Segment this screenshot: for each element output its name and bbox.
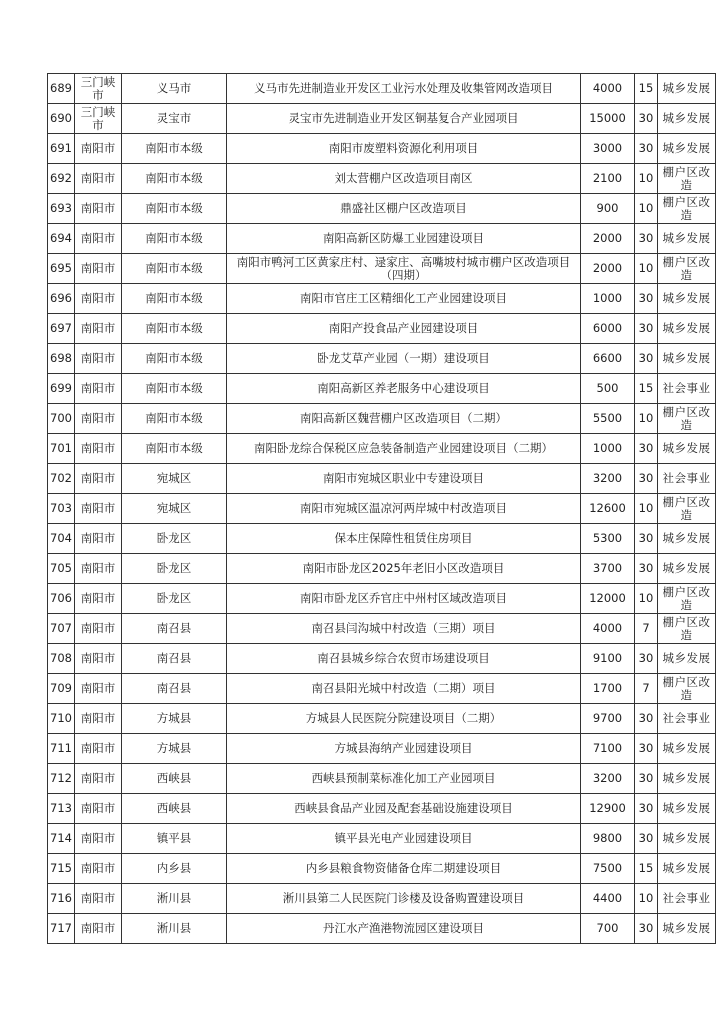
table-row xyxy=(48,164,716,194)
investment-cell: 7100 xyxy=(581,734,635,764)
table-row xyxy=(48,704,716,734)
term-cell: 15 xyxy=(635,374,658,404)
term-cell: 7 xyxy=(635,674,658,704)
city-cell: 南阳市 xyxy=(75,884,122,914)
project-type-cell: 棚户区改造 xyxy=(658,494,716,524)
project-name-cell: 南召县城乡综合农贸市场建设项目 xyxy=(227,644,581,674)
county-cell: 淅川县 xyxy=(122,914,227,944)
city-cell: 南阳市 xyxy=(75,584,122,614)
investment-cell: 700 xyxy=(581,914,635,944)
county-cell: 南阳市本级 xyxy=(122,314,227,344)
project-type-cell: 城乡发展 xyxy=(658,764,716,794)
investment-cell: 3000 xyxy=(581,134,635,164)
investment-cell: 3700 xyxy=(581,554,635,584)
city-cell: 南阳市 xyxy=(75,284,122,314)
city-cell: 南阳市 xyxy=(75,434,122,464)
term-cell: 30 xyxy=(635,914,658,944)
row-number-cell: 695 xyxy=(48,254,75,284)
city-cell: 南阳市 xyxy=(75,614,122,644)
city-cell: 南阳市 xyxy=(75,674,122,704)
term-cell: 30 xyxy=(635,314,658,344)
term-cell: 15 xyxy=(635,74,658,104)
table-row xyxy=(48,554,716,584)
term-cell: 30 xyxy=(635,464,658,494)
city-cell: 南阳市 xyxy=(75,914,122,944)
term-cell: 30 xyxy=(635,794,658,824)
project-type-cell: 棚户区改造 xyxy=(658,614,716,644)
investment-cell: 3200 xyxy=(581,464,635,494)
project-type-cell: 社会事业 xyxy=(658,884,716,914)
investment-cell: 2100 xyxy=(581,164,635,194)
project-name-cell: 方城县海纳产业园建设项目 xyxy=(227,734,581,764)
county-cell: 南召县 xyxy=(122,644,227,674)
project-type-cell: 城乡发展 xyxy=(658,914,716,944)
project-name-cell: 南阳卧龙综合保税区应急装备制造产业园建设项目（二期） xyxy=(227,434,581,464)
city-cell: 南阳市 xyxy=(75,554,122,584)
row-number-cell: 709 xyxy=(48,674,75,704)
project-table xyxy=(47,73,716,944)
investment-cell: 4400 xyxy=(581,884,635,914)
project-name-cell: 方城县人民医院分院建设项目（二期） xyxy=(227,704,581,734)
term-cell: 30 xyxy=(635,644,658,674)
row-number-cell: 711 xyxy=(48,734,75,764)
row-number-cell: 716 xyxy=(48,884,75,914)
project-type-cell: 城乡发展 xyxy=(658,344,716,374)
city-cell: 南阳市 xyxy=(75,254,122,284)
city-cell: 南阳市 xyxy=(75,494,122,524)
investment-cell: 12900 xyxy=(581,794,635,824)
investment-cell: 9800 xyxy=(581,824,635,854)
term-cell: 10 xyxy=(635,884,658,914)
row-number-cell: 698 xyxy=(48,344,75,374)
row-number-cell: 699 xyxy=(48,374,75,404)
table-row xyxy=(48,794,716,824)
project-type-cell: 城乡发展 xyxy=(658,854,716,884)
project-name-cell: 内乡县粮食物资储备仓库二期建设项目 xyxy=(227,854,581,884)
table-row xyxy=(48,914,716,944)
project-name-cell: 丹江水产渔港物流园区建设项目 xyxy=(227,914,581,944)
table-row xyxy=(48,344,716,374)
project-name-cell: 南阳高新区魏营棚户区改造项目（二期） xyxy=(227,404,581,434)
project-type-cell: 社会事业 xyxy=(658,704,716,734)
city-cell: 南阳市 xyxy=(75,794,122,824)
term-cell: 30 xyxy=(635,134,658,164)
project-type-cell: 社会事业 xyxy=(658,464,716,494)
county-cell: 宛城区 xyxy=(122,464,227,494)
city-cell: 南阳市 xyxy=(75,224,122,254)
term-cell: 15 xyxy=(635,854,658,884)
row-number-cell: 693 xyxy=(48,194,75,224)
county-cell: 灵宝市 xyxy=(122,104,227,134)
project-name-cell: 南召县闫沟城中村改造（三期）项目 xyxy=(227,614,581,644)
investment-cell: 4000 xyxy=(581,614,635,644)
table-row xyxy=(48,134,716,164)
project-name-cell: 南阳市卧龙区乔官庄中州村区域改造项目 xyxy=(227,584,581,614)
county-cell: 内乡县 xyxy=(122,854,227,884)
city-cell: 南阳市 xyxy=(75,134,122,164)
project-name-cell: 义马市先进制造业开发区工业污水处理及收集管网改造项目 xyxy=(227,74,581,104)
project-name-cell: 南阳市宛城区温凉河两岸城中村改造项目 xyxy=(227,494,581,524)
project-name-cell: 保本庄保障性租赁住房项目 xyxy=(227,524,581,554)
city-cell: 三门峡市 xyxy=(75,74,122,104)
city-cell: 南阳市 xyxy=(75,854,122,884)
project-name-cell: 南阳市官庄工区精细化工产业园建设项目 xyxy=(227,284,581,314)
table-row xyxy=(48,764,716,794)
term-cell: 30 xyxy=(635,824,658,854)
table-body xyxy=(48,74,716,944)
city-cell: 南阳市 xyxy=(75,824,122,854)
row-number-cell: 694 xyxy=(48,224,75,254)
county-cell: 西峡县 xyxy=(122,794,227,824)
term-cell: 30 xyxy=(635,104,658,134)
project-type-cell: 棚户区改造 xyxy=(658,584,716,614)
project-type-cell: 城乡发展 xyxy=(658,794,716,824)
row-number-cell: 690 xyxy=(48,104,75,134)
project-type-cell: 棚户区改造 xyxy=(658,254,716,284)
county-cell: 南阳市本级 xyxy=(122,224,227,254)
term-cell: 30 xyxy=(635,704,658,734)
project-type-cell: 城乡发展 xyxy=(658,554,716,584)
project-type-cell: 城乡发展 xyxy=(658,104,716,134)
table-row xyxy=(48,194,716,224)
table-row xyxy=(48,644,716,674)
project-name-cell: 南阳市宛城区职业中专建设项目 xyxy=(227,464,581,494)
project-type-cell: 社会事业 xyxy=(658,374,716,404)
project-type-cell: 城乡发展 xyxy=(658,824,716,854)
table-row xyxy=(48,464,716,494)
row-number-cell: 689 xyxy=(48,74,75,104)
term-cell: 10 xyxy=(635,404,658,434)
project-name-cell: 西峡县预制菜标准化加工产业园项目 xyxy=(227,764,581,794)
row-number-cell: 707 xyxy=(48,614,75,644)
county-cell: 淅川县 xyxy=(122,884,227,914)
project-type-cell: 棚户区改造 xyxy=(658,164,716,194)
term-cell: 30 xyxy=(635,524,658,554)
investment-cell: 12000 xyxy=(581,584,635,614)
city-cell: 南阳市 xyxy=(75,164,122,194)
county-cell: 方城县 xyxy=(122,704,227,734)
table-row xyxy=(48,524,716,554)
project-name-cell: 鼎盛社区棚户区改造项目 xyxy=(227,194,581,224)
city-cell: 南阳市 xyxy=(75,524,122,554)
investment-cell: 6000 xyxy=(581,314,635,344)
investment-cell: 7500 xyxy=(581,854,635,884)
row-number-cell: 708 xyxy=(48,644,75,674)
row-number-cell: 691 xyxy=(48,134,75,164)
table-row xyxy=(48,884,716,914)
investment-cell: 2000 xyxy=(581,224,635,254)
table-row xyxy=(48,224,716,254)
county-cell: 南阳市本级 xyxy=(122,284,227,314)
project-name-cell: 南阳市卧龙区2025年老旧小区改造项目 xyxy=(227,554,581,584)
county-cell: 南阳市本级 xyxy=(122,254,227,284)
project-type-cell: 城乡发展 xyxy=(658,74,716,104)
row-number-cell: 692 xyxy=(48,164,75,194)
investment-cell: 1000 xyxy=(581,284,635,314)
row-number-cell: 717 xyxy=(48,914,75,944)
investment-cell: 2000 xyxy=(581,254,635,284)
investment-cell: 6600 xyxy=(581,344,635,374)
table-row xyxy=(48,494,716,524)
investment-cell: 12600 xyxy=(581,494,635,524)
row-number-cell: 712 xyxy=(48,764,75,794)
row-number-cell: 715 xyxy=(48,854,75,884)
county-cell: 方城县 xyxy=(122,734,227,764)
county-cell: 南阳市本级 xyxy=(122,434,227,464)
table-row xyxy=(48,284,716,314)
project-type-cell: 城乡发展 xyxy=(658,224,716,254)
county-cell: 西峡县 xyxy=(122,764,227,794)
table-row xyxy=(48,314,716,344)
city-cell: 南阳市 xyxy=(75,704,122,734)
term-cell: 10 xyxy=(635,254,658,284)
investment-cell: 1700 xyxy=(581,674,635,704)
investment-cell: 15000 xyxy=(581,104,635,134)
city-cell: 南阳市 xyxy=(75,404,122,434)
term-cell: 7 xyxy=(635,614,658,644)
county-cell: 南阳市本级 xyxy=(122,194,227,224)
project-type-cell: 城乡发展 xyxy=(658,434,716,464)
investment-cell: 500 xyxy=(581,374,635,404)
county-cell: 宛城区 xyxy=(122,494,227,524)
table-row xyxy=(48,584,716,614)
city-cell: 南阳市 xyxy=(75,314,122,344)
project-name-cell: 南阳市废塑料资源化利用项目 xyxy=(227,134,581,164)
project-type-cell: 棚户区改造 xyxy=(658,194,716,224)
project-type-cell: 城乡发展 xyxy=(658,314,716,344)
project-name-cell: 镇平县光电产业园建设项目 xyxy=(227,824,581,854)
row-number-cell: 706 xyxy=(48,584,75,614)
project-name-cell: 南阳高新区养老服务中心建设项目 xyxy=(227,374,581,404)
row-number-cell: 713 xyxy=(48,794,75,824)
project-type-cell: 城乡发展 xyxy=(658,734,716,764)
term-cell: 30 xyxy=(635,734,658,764)
project-name-cell: 刘太营棚户区改造项目南区 xyxy=(227,164,581,194)
county-cell: 义马市 xyxy=(122,74,227,104)
county-cell: 卧龙区 xyxy=(122,524,227,554)
table-row xyxy=(48,254,716,284)
investment-cell: 4000 xyxy=(581,74,635,104)
county-cell: 卧龙区 xyxy=(122,554,227,584)
row-number-cell: 701 xyxy=(48,434,75,464)
row-number-cell: 710 xyxy=(48,704,75,734)
city-cell: 三门峡市 xyxy=(75,104,122,134)
investment-cell: 5300 xyxy=(581,524,635,554)
county-cell: 南阳市本级 xyxy=(122,344,227,374)
city-cell: 南阳市 xyxy=(75,194,122,224)
project-type-cell: 棚户区改造 xyxy=(658,404,716,434)
term-cell: 10 xyxy=(635,584,658,614)
table-row xyxy=(48,824,716,854)
county-cell: 南阳市本级 xyxy=(122,164,227,194)
city-cell: 南阳市 xyxy=(75,464,122,494)
term-cell: 30 xyxy=(635,284,658,314)
table-row xyxy=(48,674,716,704)
project-type-cell: 城乡发展 xyxy=(658,524,716,554)
term-cell: 10 xyxy=(635,194,658,224)
row-number-cell: 705 xyxy=(48,554,75,584)
project-name-cell: 卧龙艾草产业园（一期）建设项目 xyxy=(227,344,581,374)
row-number-cell: 704 xyxy=(48,524,75,554)
county-cell: 南阳市本级 xyxy=(122,404,227,434)
row-number-cell: 696 xyxy=(48,284,75,314)
project-type-cell: 城乡发展 xyxy=(658,284,716,314)
row-number-cell: 703 xyxy=(48,494,75,524)
city-cell: 南阳市 xyxy=(75,344,122,374)
county-cell: 南召县 xyxy=(122,674,227,704)
table-row xyxy=(48,854,716,884)
term-cell: 10 xyxy=(635,164,658,194)
project-type-cell: 棚户区改造 xyxy=(658,674,716,704)
project-name-cell: 南阳高新区防爆工业园建设项目 xyxy=(227,224,581,254)
table-row xyxy=(48,404,716,434)
investment-cell: 3200 xyxy=(581,764,635,794)
table-row xyxy=(48,374,716,404)
project-name-cell: 灵宝市先进制造业开发区铜基复合产业园项目 xyxy=(227,104,581,134)
city-cell: 南阳市 xyxy=(75,764,122,794)
row-number-cell: 697 xyxy=(48,314,75,344)
table-row xyxy=(48,104,716,134)
county-cell: 南召县 xyxy=(122,614,227,644)
row-number-cell: 700 xyxy=(48,404,75,434)
county-cell: 卧龙区 xyxy=(122,584,227,614)
investment-cell: 1000 xyxy=(581,434,635,464)
investment-cell: 9100 xyxy=(581,644,635,674)
row-number-cell: 714 xyxy=(48,824,75,854)
table-row xyxy=(48,74,716,104)
county-cell: 南阳市本级 xyxy=(122,134,227,164)
term-cell: 30 xyxy=(635,434,658,464)
term-cell: 30 xyxy=(635,764,658,794)
project-name-cell: 南召县阳光城中村改造（二期）项目 xyxy=(227,674,581,704)
city-cell: 南阳市 xyxy=(75,374,122,404)
project-type-cell: 城乡发展 xyxy=(658,644,716,674)
project-name-cell: 南阳产投食品产业园建设项目 xyxy=(227,314,581,344)
investment-cell: 900 xyxy=(581,194,635,224)
row-number-cell: 702 xyxy=(48,464,75,494)
project-type-cell: 城乡发展 xyxy=(658,134,716,164)
term-cell: 30 xyxy=(635,554,658,584)
investment-cell: 5500 xyxy=(581,404,635,434)
county-cell: 南阳市本级 xyxy=(122,374,227,404)
term-cell: 30 xyxy=(635,344,658,374)
project-name-cell: 西峡县食品产业园及配套基础设施建设项目 xyxy=(227,794,581,824)
term-cell: 10 xyxy=(635,494,658,524)
project-name-cell: 南阳市鸭河工区黄家庄村、逯家庄、高嘴坡村城市棚户区改造项目（四期） xyxy=(227,254,581,284)
table-row xyxy=(48,734,716,764)
county-cell: 镇平县 xyxy=(122,824,227,854)
project-name-cell: 淅川县第二人民医院门诊楼及设备购置建设项目 xyxy=(227,884,581,914)
table-row xyxy=(48,614,716,644)
city-cell: 南阳市 xyxy=(75,734,122,764)
investment-cell: 9700 xyxy=(581,704,635,734)
city-cell: 南阳市 xyxy=(75,644,122,674)
table-row xyxy=(48,434,716,464)
term-cell: 30 xyxy=(635,224,658,254)
